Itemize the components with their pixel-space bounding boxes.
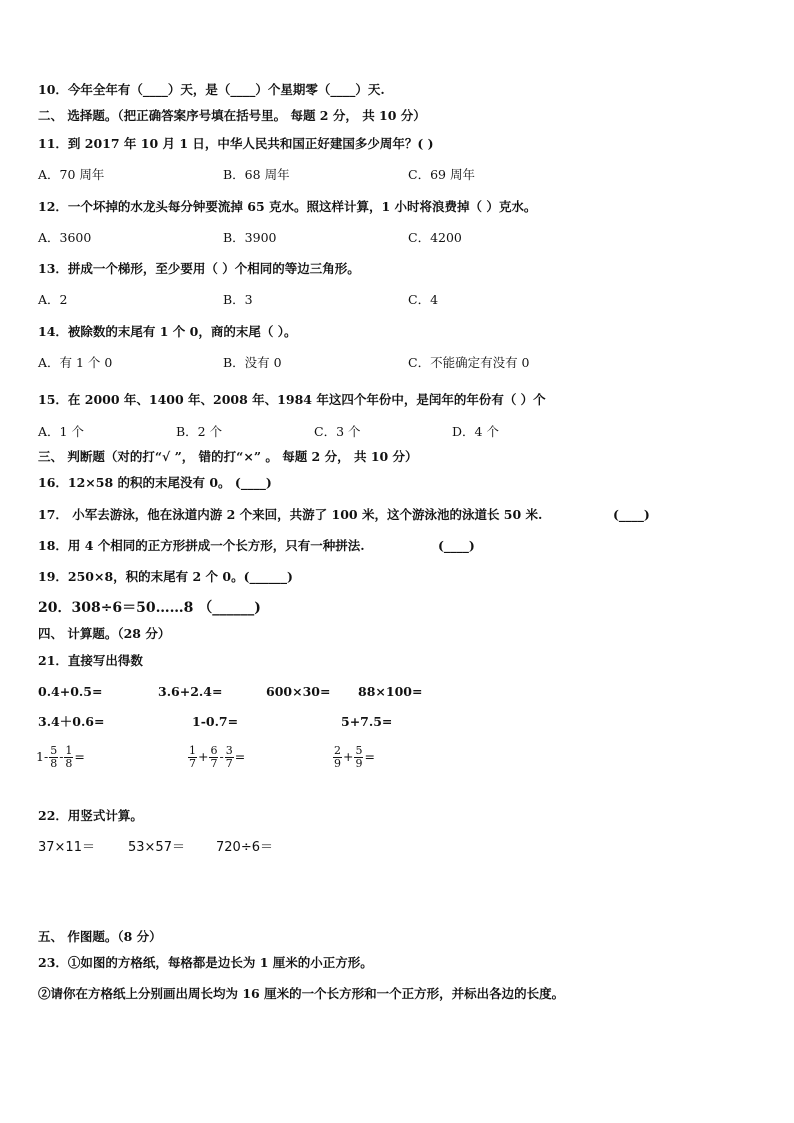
q12-option-a: A．3600 xyxy=(38,230,92,245)
numerator: 5 xyxy=(355,744,363,757)
q11-option-a: A．70 周年 xyxy=(38,167,105,182)
q14-option-c: C．不能确定有没有 0 xyxy=(408,355,530,370)
fraction-expr-3 xyxy=(332,742,375,772)
question-19: 19．250×8，积的末尾有 2 个 0。(______) xyxy=(38,569,293,584)
q18-answer-blank: (____) xyxy=(438,538,475,553)
section-3-header: 三、 判断题（对的打“√ ”， 错的打“×” 。 每题 2 分， 共 10 分） xyxy=(38,449,418,464)
denominator: 7 xyxy=(189,757,196,770)
question-15: 15．在 2000 年、1400 年、2008 年、1984 年这四个年份中，是闰年的年份有（ ）个 xyxy=(38,392,546,407)
equals: = xyxy=(74,749,85,764)
equals: = xyxy=(364,749,375,764)
q15-option-c: C．3 个 xyxy=(314,424,361,439)
numerator: 2 xyxy=(334,744,341,757)
section-5-header: 五、 作图题。（8 分） xyxy=(38,929,162,944)
numerator: 5 xyxy=(50,744,58,757)
fraction-3-7 xyxy=(225,745,234,770)
expr-1-lead: 1- xyxy=(36,749,49,764)
q13-option-a: A．2 xyxy=(38,292,68,307)
denominator: 8 xyxy=(65,757,73,770)
q12-option-c: C．4200 xyxy=(408,230,462,245)
calc-2: 3.6+2.4= xyxy=(158,684,223,699)
equals: = xyxy=(234,749,246,764)
question-17: 17． 小军去游泳，他在泳道内游 2 个来回，共游了 100 米，这个游泳池的泳道长 50 米. xyxy=(38,507,543,522)
vertical-calc-1: 37×11＝ xyxy=(38,840,95,855)
q15-option-b: B．2 个 xyxy=(176,424,223,439)
operator: - xyxy=(59,749,64,764)
numerator: 1 xyxy=(189,744,196,757)
numerator: 1 xyxy=(65,744,73,757)
fraction-6-7 xyxy=(209,745,218,770)
question-12: 12．一个坏掉的水龙头每分钟要流掉 65 克水。照这样计算，1 小时将浪费掉（ ）克水。 xyxy=(38,199,537,214)
calc-3: 600×30= xyxy=(266,684,331,699)
question-20: 20．308÷6＝50……8 （______) xyxy=(38,600,261,616)
denominator: 7 xyxy=(225,757,233,770)
fraction-expr-2 xyxy=(187,742,245,772)
fraction-1-8 xyxy=(64,745,73,770)
calc-6: 1-0.7= xyxy=(192,714,239,729)
numerator: 3 xyxy=(225,744,233,757)
question-23-part-2: ②请你在方格纸上分别画出周长均为 16 厘米的一个长方形和一个正方形，并标出各边的长度。 xyxy=(38,986,565,1001)
operator: - xyxy=(219,749,224,764)
question-13: 13．拼成一个梯形，至少要用（ ）个相同的等边三角形。 xyxy=(38,261,360,276)
fraction-2-9 xyxy=(333,745,342,770)
section-2-header: 二、 选择题。（把正确答案序号填在括号里。 每题 2 分， 共 10 分） xyxy=(38,108,426,123)
denominator: 9 xyxy=(334,757,341,770)
denominator: 8 xyxy=(50,757,58,770)
q14-option-b: B．没有 0 xyxy=(223,355,282,370)
numerator: 6 xyxy=(210,744,218,757)
fraction-1-7 xyxy=(188,745,197,770)
question-10: 10．今年全年有（____）天，是（____）个星期零（____）天. xyxy=(38,82,385,97)
q11-option-b: B．68 周年 xyxy=(223,167,290,182)
q17-answer-blank: (____) xyxy=(613,507,650,522)
q15-option-d: D．4 个 xyxy=(452,424,499,439)
section-4-header: 四、 计算题。（28 分） xyxy=(38,626,171,641)
question-18: 18．用 4 个相同的正方形拼成一个长方形，只有一种拼法. xyxy=(38,538,365,553)
calc-1: 0.4+0.5= xyxy=(38,684,103,699)
q13-option-c: C．4 xyxy=(408,292,439,307)
fraction-expr-1 xyxy=(36,742,85,772)
vertical-calc-2: 53×57＝ xyxy=(128,840,185,855)
question-14: 14．被除数的末尾有 1 个 0，商的末尾（ ）。 xyxy=(38,324,297,339)
q11-option-c: C．69 周年 xyxy=(408,167,475,182)
fraction-5-8 xyxy=(49,745,58,770)
operator: + xyxy=(343,749,354,764)
calc-7: 5+7.5= xyxy=(341,714,393,729)
question-22: 22．用竖式计算。 xyxy=(38,808,143,823)
denominator: 9 xyxy=(355,757,363,770)
question-21: 21．直接写出得数 xyxy=(38,653,143,668)
operator: + xyxy=(198,749,209,764)
vertical-calc-3: 720÷6＝ xyxy=(216,840,273,855)
q13-option-b: B．3 xyxy=(223,292,253,307)
question-11: 11．到 2017 年 10 月 1 日，中华人民共和国正好建国多少周年？( ) xyxy=(38,136,434,151)
question-16: 16．12×58 的积的末尾没有 0。 (____) xyxy=(38,475,272,490)
calc-4: 88×100= xyxy=(358,684,423,699)
question-23: 23．①如图的方格纸，每格都是边长为 1 厘米的小正方形。 xyxy=(38,955,373,970)
calc-5: 3.4＋0.6= xyxy=(38,714,105,729)
q14-option-a: A．有 1 个 0 xyxy=(38,355,113,370)
q12-option-b: B．3900 xyxy=(223,230,277,245)
q15-option-a: A．1 个 xyxy=(38,424,84,439)
fraction-5-9 xyxy=(354,745,363,770)
denominator: 7 xyxy=(210,757,218,770)
